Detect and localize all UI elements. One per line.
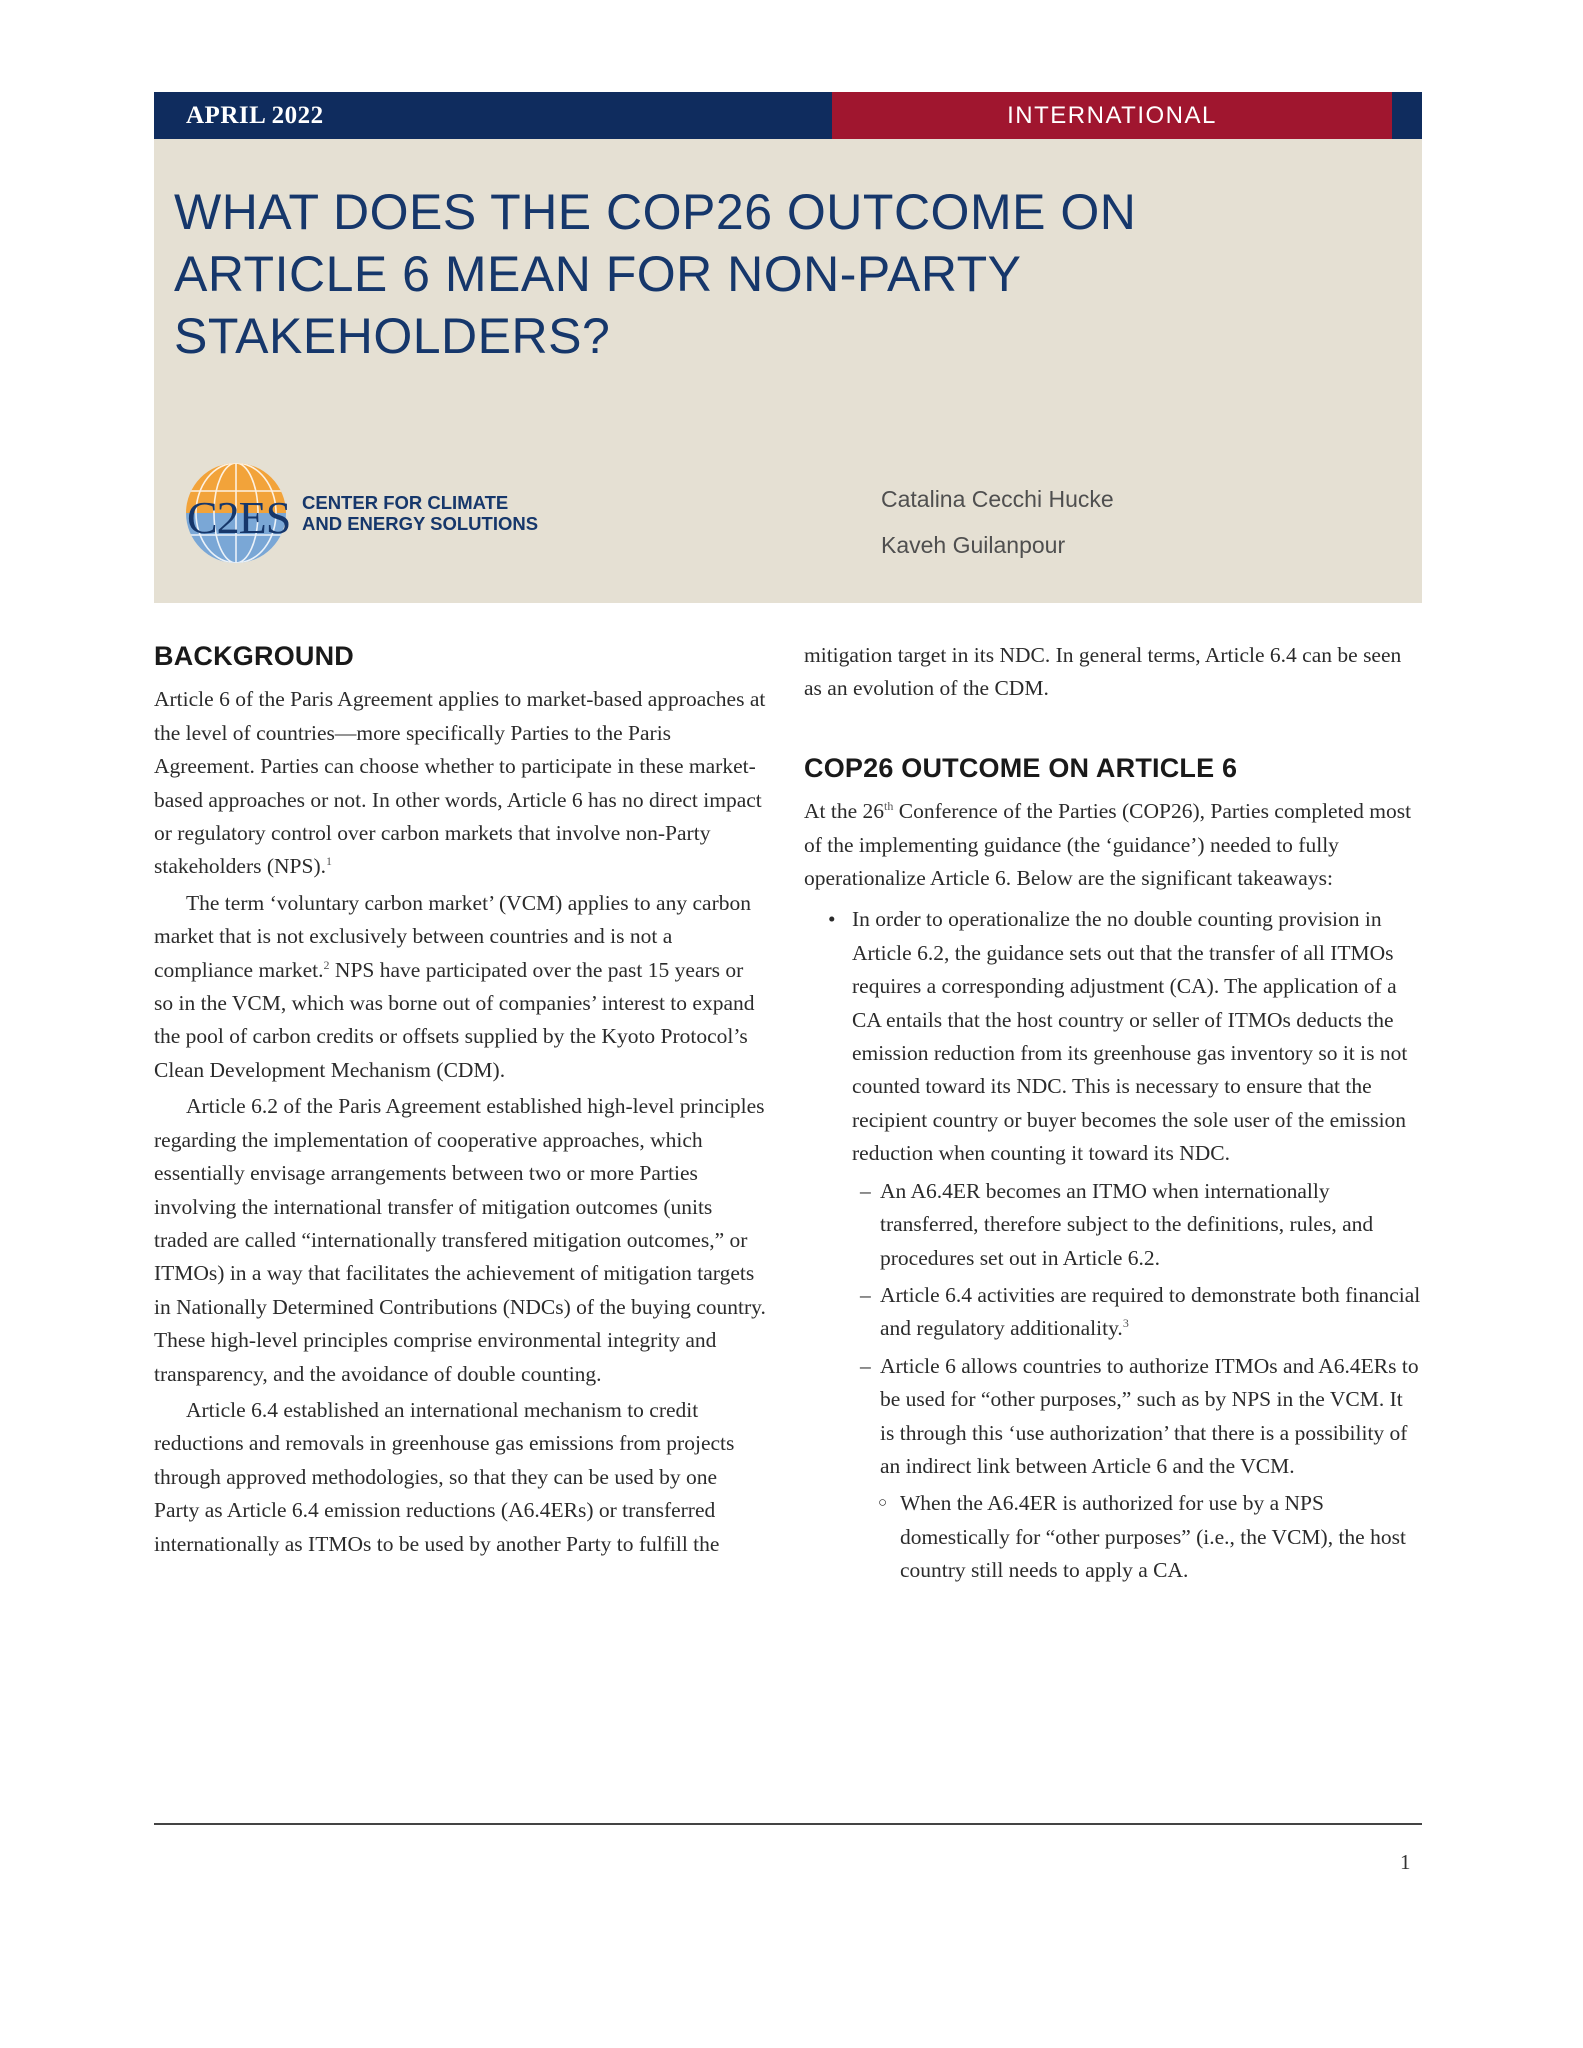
paragraph: Article 6.2 of the Paris Agreement established high-level principles regarding the implementation of cooperative approaches, which essentially envisage arrangements between two or more Parties involving the international transfer of mitigation outcomes (units traded are called “internationally transfered mitigation outcomes,” or ITMOs) in a way that facilitates the achievement of mitigation targets in Nationally Determined Contributions (NDCs) of the buying country. These high-level principles comprise environmental integrity and transparency, and the avoidance of double counting. [154,1094,766,1386]
author-2: Kaveh Guilanpour [881,532,1066,558]
list-item: ○ When the A6.4ER is authorized for use by a NPS domestically for “other purposes” (i.e., the VCM), the host country still needs to apply a CA. [804,1487,1422,1587]
takeaways-list [804,903,1422,1587]
header-bar-end [1392,92,1422,139]
paragraph: At the 26th Conference of the Parties (COP26), Parties completed most of the implementing guidance (the ‘guidance’) needed to fully operationalize Article 6. Below are the significant takeaways: [804,799,1412,891]
paragraph: Article 6.4 established an international mechanism to credit reductions and removals in greenhouse gas emissions from projects through approved methodologies, so that they can be used by one Party as Article 6.4 emission reductions (A6.4ERs) or transferred internationally as ITMOs to be used by another Party to fulfill the [154,1397,735,1556]
page-number: 1 [1400,1850,1411,1874]
list-item: – Article 6.4 activities are required to demonstrate both financial and regulatory additionality.$^3$ [804,1279,1422,1346]
footnote-ref: 2 [323,957,330,972]
header-bar [154,92,1422,139]
footnote-ref: 1 [325,854,332,869]
logo-mark: C2ES [187,492,291,543]
left-column [154,640,766,1561]
list-item: • In order to operationalize the no double counting provision in Article 6.2, the guidance sets out that the transfer of all ITMOs requires a corresponding adjustment (CA). The application of a CA entails that the host country or seller of ITMOs deducts the emission reduction from its greenhouse gas inventory so it is not counted toward its NDC. This is necessary to ensure that the recipient country or buyer becomes the sole user of the emission reduction when counting it toward its NDC. [804,903,1422,1170]
list-item: – Article 6 allows countries to authorize ITMOs and A6.4ERs to be used for “other purposes,” such as by NPS in the VCM. It is through this ‘use authorization’ that there is a possibility of an indirect link between Article 6 and the VCM. [804,1350,1422,1484]
ordinal-suffix: th [884,799,894,814]
logo-name [302,492,582,534]
logo-name-line-2: AND ENERGY SOLUTIONS [302,513,539,534]
title-panel [154,139,1422,603]
topic-label: INTERNATIONAL [832,92,1392,139]
section-heading-background: BACKGROUND [154,641,354,671]
page-title: WHAT DOES THE COP26 OUTCOME ON ARTICLE 6 MEAN FOR NON-PARTY STAKEHOLDERS? [174,184,1137,364]
footnote-ref: 3 [1122,1316,1129,1331]
paragraph-continued: mitigation target in its NDC. In general terms, Article 6.4 can be seen as an evolution of the CDM. [804,643,1402,701]
c2es-logo [184,461,564,571]
list-item: – An A6.4ER becomes an ITMO when internationally transferred, therefore subject to the definitions, rules, and procedures set out in Article 6.2. [804,1175,1422,1275]
logo-name-line-1: CENTER FOR CLIMATE [302,492,509,513]
footer-divider [154,1823,1422,1825]
issue-date: APRIL 2022 [154,92,832,139]
right-column [804,640,1422,1588]
author-1: Catalina Cecchi Hucke [881,486,1114,512]
authors [881,476,1114,568]
paragraph: Article 6 of the Paris Agreement applies to market-based approaches at the level of countries—more specifically Parties to the Paris Agreement. Parties can choose whether to participate in these market-based approaches or not. In other words, Article 6 has no direct impact or regulatory control over carbon markets that involve non-Party stakeholders (NPS).$^1$ [154,687,766,879]
paragraph: The term ‘voluntary carbon market’ (VCM) applies to any carbon market that is not exclusively between countries and is not a compliance market.$^2$ NPS have participated over the past 15 years or so in the VCM, which was borne out of companies’ interest to expand the pool of carbon credits or offsets supplied by the Kyoto Protocol’s Clean Development Mechanism (CDM). [154,890,755,1082]
section-heading-outcome: COP26 OUTCOME ON ARTICLE 6 [804,752,1238,783]
